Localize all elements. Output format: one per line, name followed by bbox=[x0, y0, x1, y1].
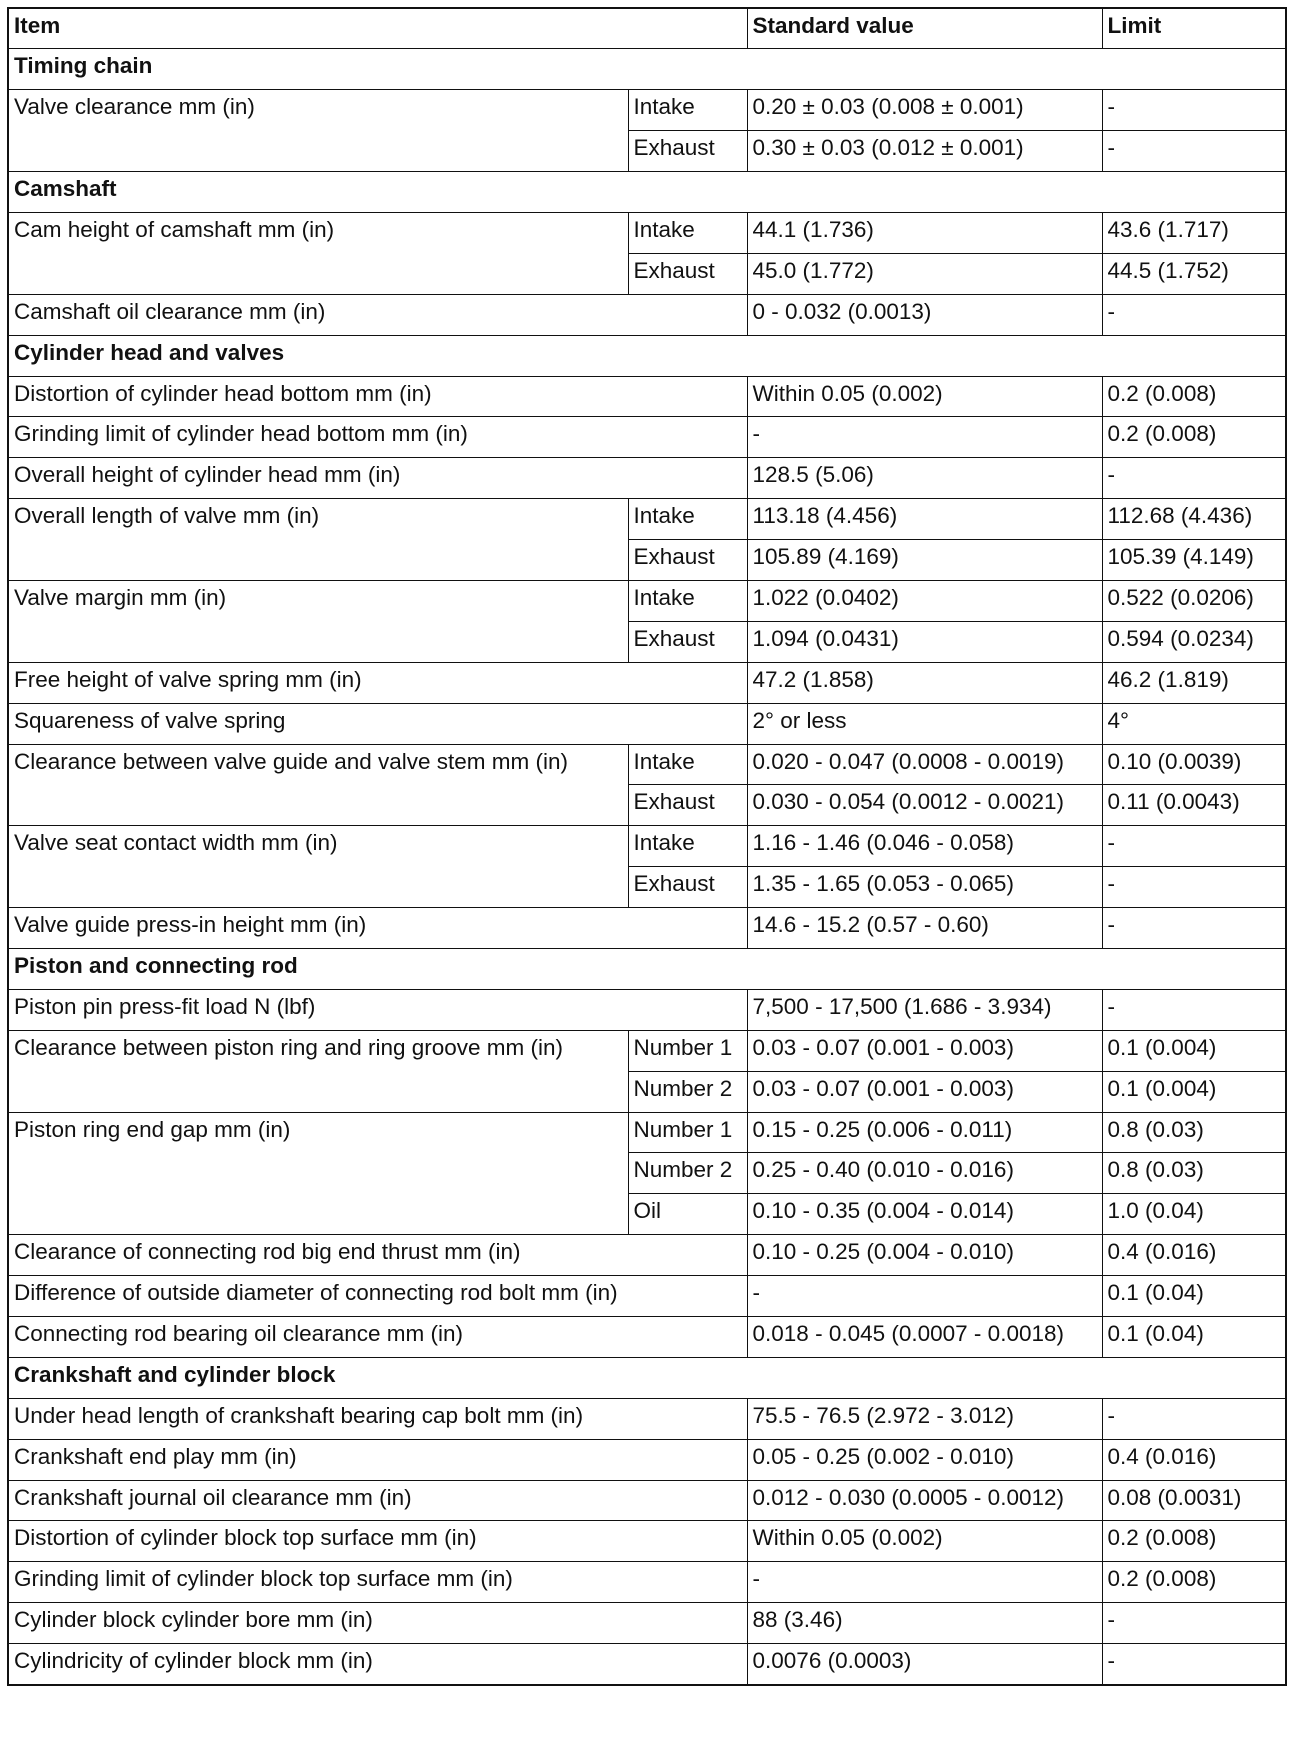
limit-cell: 0.1 (0.04) bbox=[1102, 1317, 1286, 1358]
limit-cell: 0.1 (0.04) bbox=[1102, 1276, 1286, 1317]
limit-cell: 0.2 (0.008) bbox=[1102, 417, 1286, 458]
limit-cell: - bbox=[1102, 989, 1286, 1030]
limit-cell: - bbox=[1102, 1644, 1286, 1685]
standard-cell: Within 0.05 (0.002) bbox=[747, 376, 1102, 417]
sub-cell: Intake bbox=[628, 90, 747, 131]
standard-cell: 2° or less bbox=[747, 703, 1102, 744]
item-cell: Grinding limit of cylinder head bottom mm (in) bbox=[8, 417, 747, 458]
limit-cell: - bbox=[1102, 826, 1286, 867]
item-cell: Cam height of camshaft mm (in) bbox=[8, 212, 628, 294]
table-row bbox=[8, 212, 1286, 253]
item-cell: Clearance of connecting rod big end thrust mm (in) bbox=[8, 1235, 747, 1276]
limit-cell: 44.5 (1.752) bbox=[1102, 253, 1286, 294]
standard-cell: 113.18 (4.456) bbox=[747, 499, 1102, 540]
header-item: Item bbox=[8, 8, 747, 49]
table-row bbox=[8, 376, 1286, 417]
specification-table bbox=[7, 7, 1287, 1686]
standard-cell: 47.2 (1.858) bbox=[747, 662, 1102, 703]
limit-cell: 1.0 (0.04) bbox=[1102, 1194, 1286, 1235]
sub-cell: Exhaust bbox=[628, 131, 747, 172]
standard-cell: 0.03 - 0.07 (0.001 - 0.003) bbox=[747, 1030, 1102, 1071]
standard-cell: 0.25 - 0.40 (0.010 - 0.016) bbox=[747, 1153, 1102, 1194]
table-row bbox=[8, 1562, 1286, 1603]
table-row bbox=[8, 417, 1286, 458]
table-row bbox=[8, 1030, 1286, 1071]
limit-cell: 0.4 (0.016) bbox=[1102, 1235, 1286, 1276]
limit-cell: - bbox=[1102, 1398, 1286, 1439]
limit-cell: - bbox=[1102, 867, 1286, 908]
item-cell: Valve clearance mm (in) bbox=[8, 90, 628, 172]
standard-cell: 0.030 - 0.054 (0.0012 - 0.0021) bbox=[747, 785, 1102, 826]
sub-cell: Intake bbox=[628, 580, 747, 621]
table-row bbox=[8, 580, 1286, 621]
section-title-timing-chain: Timing chain bbox=[8, 49, 1286, 90]
table-row bbox=[8, 1480, 1286, 1521]
table-row bbox=[8, 1439, 1286, 1480]
sub-cell: Number 2 bbox=[628, 1071, 747, 1112]
item-cell: Cylinder block cylinder bore mm (in) bbox=[8, 1603, 747, 1644]
limit-cell: 0.2 (0.008) bbox=[1102, 1562, 1286, 1603]
item-cell: Clearance between piston ring and ring groove mm (in) bbox=[8, 1030, 628, 1112]
limit-cell: 46.2 (1.819) bbox=[1102, 662, 1286, 703]
limit-cell: - bbox=[1102, 90, 1286, 131]
section-title-camshaft: Camshaft bbox=[8, 172, 1286, 213]
limit-cell: 0.594 (0.0234) bbox=[1102, 621, 1286, 662]
standard-cell: 0.10 - 0.25 (0.004 - 0.010) bbox=[747, 1235, 1102, 1276]
limit-cell: 0.1 (0.004) bbox=[1102, 1071, 1286, 1112]
table-row bbox=[8, 1398, 1286, 1439]
table-row bbox=[8, 499, 1286, 540]
item-cell: Overall length of valve mm (in) bbox=[8, 499, 628, 581]
standard-cell: 0.020 - 0.047 (0.0008 - 0.0019) bbox=[747, 744, 1102, 785]
table-row bbox=[8, 703, 1286, 744]
sub-cell: Intake bbox=[628, 826, 747, 867]
item-cell: Overall height of cylinder head mm (in) bbox=[8, 458, 747, 499]
standard-cell: 0.20 ± 0.03 (0.008 ± 0.001) bbox=[747, 90, 1102, 131]
sub-cell: Exhaust bbox=[628, 785, 747, 826]
table-row bbox=[8, 826, 1286, 867]
item-cell: Crankshaft journal oil clearance mm (in) bbox=[8, 1480, 747, 1521]
standard-cell: 75.5 - 76.5 (2.972 - 3.012) bbox=[747, 1398, 1102, 1439]
limit-cell: 105.39 (4.149) bbox=[1102, 540, 1286, 581]
section-row bbox=[8, 172, 1286, 213]
table-row bbox=[8, 744, 1286, 785]
section-row bbox=[8, 948, 1286, 989]
standard-cell: - bbox=[747, 1276, 1102, 1317]
item-cell: Squareness of valve spring bbox=[8, 703, 747, 744]
standard-cell: 88 (3.46) bbox=[747, 1603, 1102, 1644]
table-row bbox=[8, 989, 1286, 1030]
limit-cell: 0.4 (0.016) bbox=[1102, 1439, 1286, 1480]
sub-cell: Oil bbox=[628, 1194, 747, 1235]
limit-cell: 0.11 (0.0043) bbox=[1102, 785, 1286, 826]
standard-cell: 44.1 (1.736) bbox=[747, 212, 1102, 253]
limit-cell: 0.10 (0.0039) bbox=[1102, 744, 1286, 785]
limit-cell: - bbox=[1102, 908, 1286, 949]
standard-cell: Within 0.05 (0.002) bbox=[747, 1521, 1102, 1562]
table-row bbox=[8, 662, 1286, 703]
item-cell: Grinding limit of cylinder block top surface mm (in) bbox=[8, 1562, 747, 1603]
table-header-row bbox=[8, 8, 1286, 49]
limit-cell: 112.68 (4.436) bbox=[1102, 499, 1286, 540]
sub-cell: Number 1 bbox=[628, 1112, 747, 1153]
standard-cell: 0.03 - 0.07 (0.001 - 0.003) bbox=[747, 1071, 1102, 1112]
item-cell: Piston ring end gap mm (in) bbox=[8, 1112, 628, 1235]
item-cell: Under head length of crankshaft bearing cap bolt mm (in) bbox=[8, 1398, 747, 1439]
limit-cell: 43.6 (1.717) bbox=[1102, 212, 1286, 253]
header-standard-value: Standard value bbox=[747, 8, 1102, 49]
sub-cell: Intake bbox=[628, 744, 747, 785]
item-cell: Valve margin mm (in) bbox=[8, 580, 628, 662]
limit-cell: - bbox=[1102, 294, 1286, 335]
table-row bbox=[8, 1235, 1286, 1276]
table-row bbox=[8, 1521, 1286, 1562]
limit-cell: 0.2 (0.008) bbox=[1102, 376, 1286, 417]
limit-cell: 0.8 (0.03) bbox=[1102, 1112, 1286, 1153]
item-cell: Valve seat contact width mm (in) bbox=[8, 826, 628, 908]
standard-cell: 0 - 0.032 (0.0013) bbox=[747, 294, 1102, 335]
sub-cell: Exhaust bbox=[628, 621, 747, 662]
standard-cell: 0.10 - 0.35 (0.004 - 0.014) bbox=[747, 1194, 1102, 1235]
sub-cell: Number 1 bbox=[628, 1030, 747, 1071]
table-row bbox=[8, 1644, 1286, 1685]
standard-cell: 0.018 - 0.045 (0.0007 - 0.0018) bbox=[747, 1317, 1102, 1358]
limit-cell: 0.522 (0.0206) bbox=[1102, 580, 1286, 621]
section-row bbox=[8, 1357, 1286, 1398]
item-cell: Connecting rod bearing oil clearance mm (in) bbox=[8, 1317, 747, 1358]
standard-cell: 1.094 (0.0431) bbox=[747, 621, 1102, 662]
sub-cell: Intake bbox=[628, 499, 747, 540]
standard-cell: 14.6 - 15.2 (0.57 - 0.60) bbox=[747, 908, 1102, 949]
section-title-piston: Piston and connecting rod bbox=[8, 948, 1286, 989]
standard-cell: 0.05 - 0.25 (0.002 - 0.010) bbox=[747, 1439, 1102, 1480]
standard-cell: 0.0076 (0.0003) bbox=[747, 1644, 1102, 1685]
standard-cell: - bbox=[747, 417, 1102, 458]
sub-cell: Number 2 bbox=[628, 1153, 747, 1194]
item-cell: Clearance between valve guide and valve stem mm (in) bbox=[8, 744, 628, 826]
sub-cell: Exhaust bbox=[628, 253, 747, 294]
limit-cell: - bbox=[1102, 131, 1286, 172]
item-cell: Distortion of cylinder head bottom mm (in) bbox=[8, 376, 747, 417]
standard-cell: - bbox=[747, 1562, 1102, 1603]
standard-cell: 128.5 (5.06) bbox=[747, 458, 1102, 499]
standard-cell: 7,500 - 17,500 (1.686 - 3.934) bbox=[747, 989, 1102, 1030]
item-cell: Camshaft oil clearance mm (in) bbox=[8, 294, 747, 335]
section-row bbox=[8, 335, 1286, 376]
table-row bbox=[8, 1317, 1286, 1358]
limit-cell: 4° bbox=[1102, 703, 1286, 744]
standard-cell: 0.15 - 0.25 (0.006 - 0.011) bbox=[747, 1112, 1102, 1153]
item-cell: Cylindricity of cylinder block mm (in) bbox=[8, 1644, 747, 1685]
table-row bbox=[8, 458, 1286, 499]
item-cell: Distortion of cylinder block top surface mm (in) bbox=[8, 1521, 747, 1562]
standard-cell: 1.16 - 1.46 (0.046 - 0.058) bbox=[747, 826, 1102, 867]
standard-cell: 1.35 - 1.65 (0.053 - 0.065) bbox=[747, 867, 1102, 908]
section-title-cylinder-head: Cylinder head and valves bbox=[8, 335, 1286, 376]
item-cell: Valve guide press-in height mm (in) bbox=[8, 908, 747, 949]
sub-cell: Exhaust bbox=[628, 540, 747, 581]
limit-cell: 0.2 (0.008) bbox=[1102, 1521, 1286, 1562]
standard-cell: 0.012 - 0.030 (0.0005 - 0.0012) bbox=[747, 1480, 1102, 1521]
item-cell: Crankshaft end play mm (in) bbox=[8, 1439, 747, 1480]
item-cell: Piston pin press-fit load N (lbf) bbox=[8, 989, 747, 1030]
standard-cell: 0.30 ± 0.03 (0.012 ± 0.001) bbox=[747, 131, 1102, 172]
table-row bbox=[8, 90, 1286, 131]
sub-cell: Exhaust bbox=[628, 867, 747, 908]
limit-cell: - bbox=[1102, 1603, 1286, 1644]
section-row bbox=[8, 49, 1286, 90]
table-row bbox=[8, 294, 1286, 335]
limit-cell: - bbox=[1102, 458, 1286, 499]
header-limit: Limit bbox=[1102, 8, 1286, 49]
table-row bbox=[8, 908, 1286, 949]
standard-cell: 105.89 (4.169) bbox=[747, 540, 1102, 581]
standard-cell: 1.022 (0.0402) bbox=[747, 580, 1102, 621]
standard-cell: 45.0 (1.772) bbox=[747, 253, 1102, 294]
limit-cell: 0.08 (0.0031) bbox=[1102, 1480, 1286, 1521]
section-title-crankshaft: Crankshaft and cylinder block bbox=[8, 1357, 1286, 1398]
table-row bbox=[8, 1112, 1286, 1153]
sub-cell: Intake bbox=[628, 212, 747, 253]
limit-cell: 0.1 (0.004) bbox=[1102, 1030, 1286, 1071]
table-row bbox=[8, 1276, 1286, 1317]
item-cell: Difference of outside diameter of connecting rod bolt mm (in) bbox=[8, 1276, 747, 1317]
table-row bbox=[8, 1603, 1286, 1644]
item-cell: Free height of valve spring mm (in) bbox=[8, 662, 747, 703]
limit-cell: 0.8 (0.03) bbox=[1102, 1153, 1286, 1194]
